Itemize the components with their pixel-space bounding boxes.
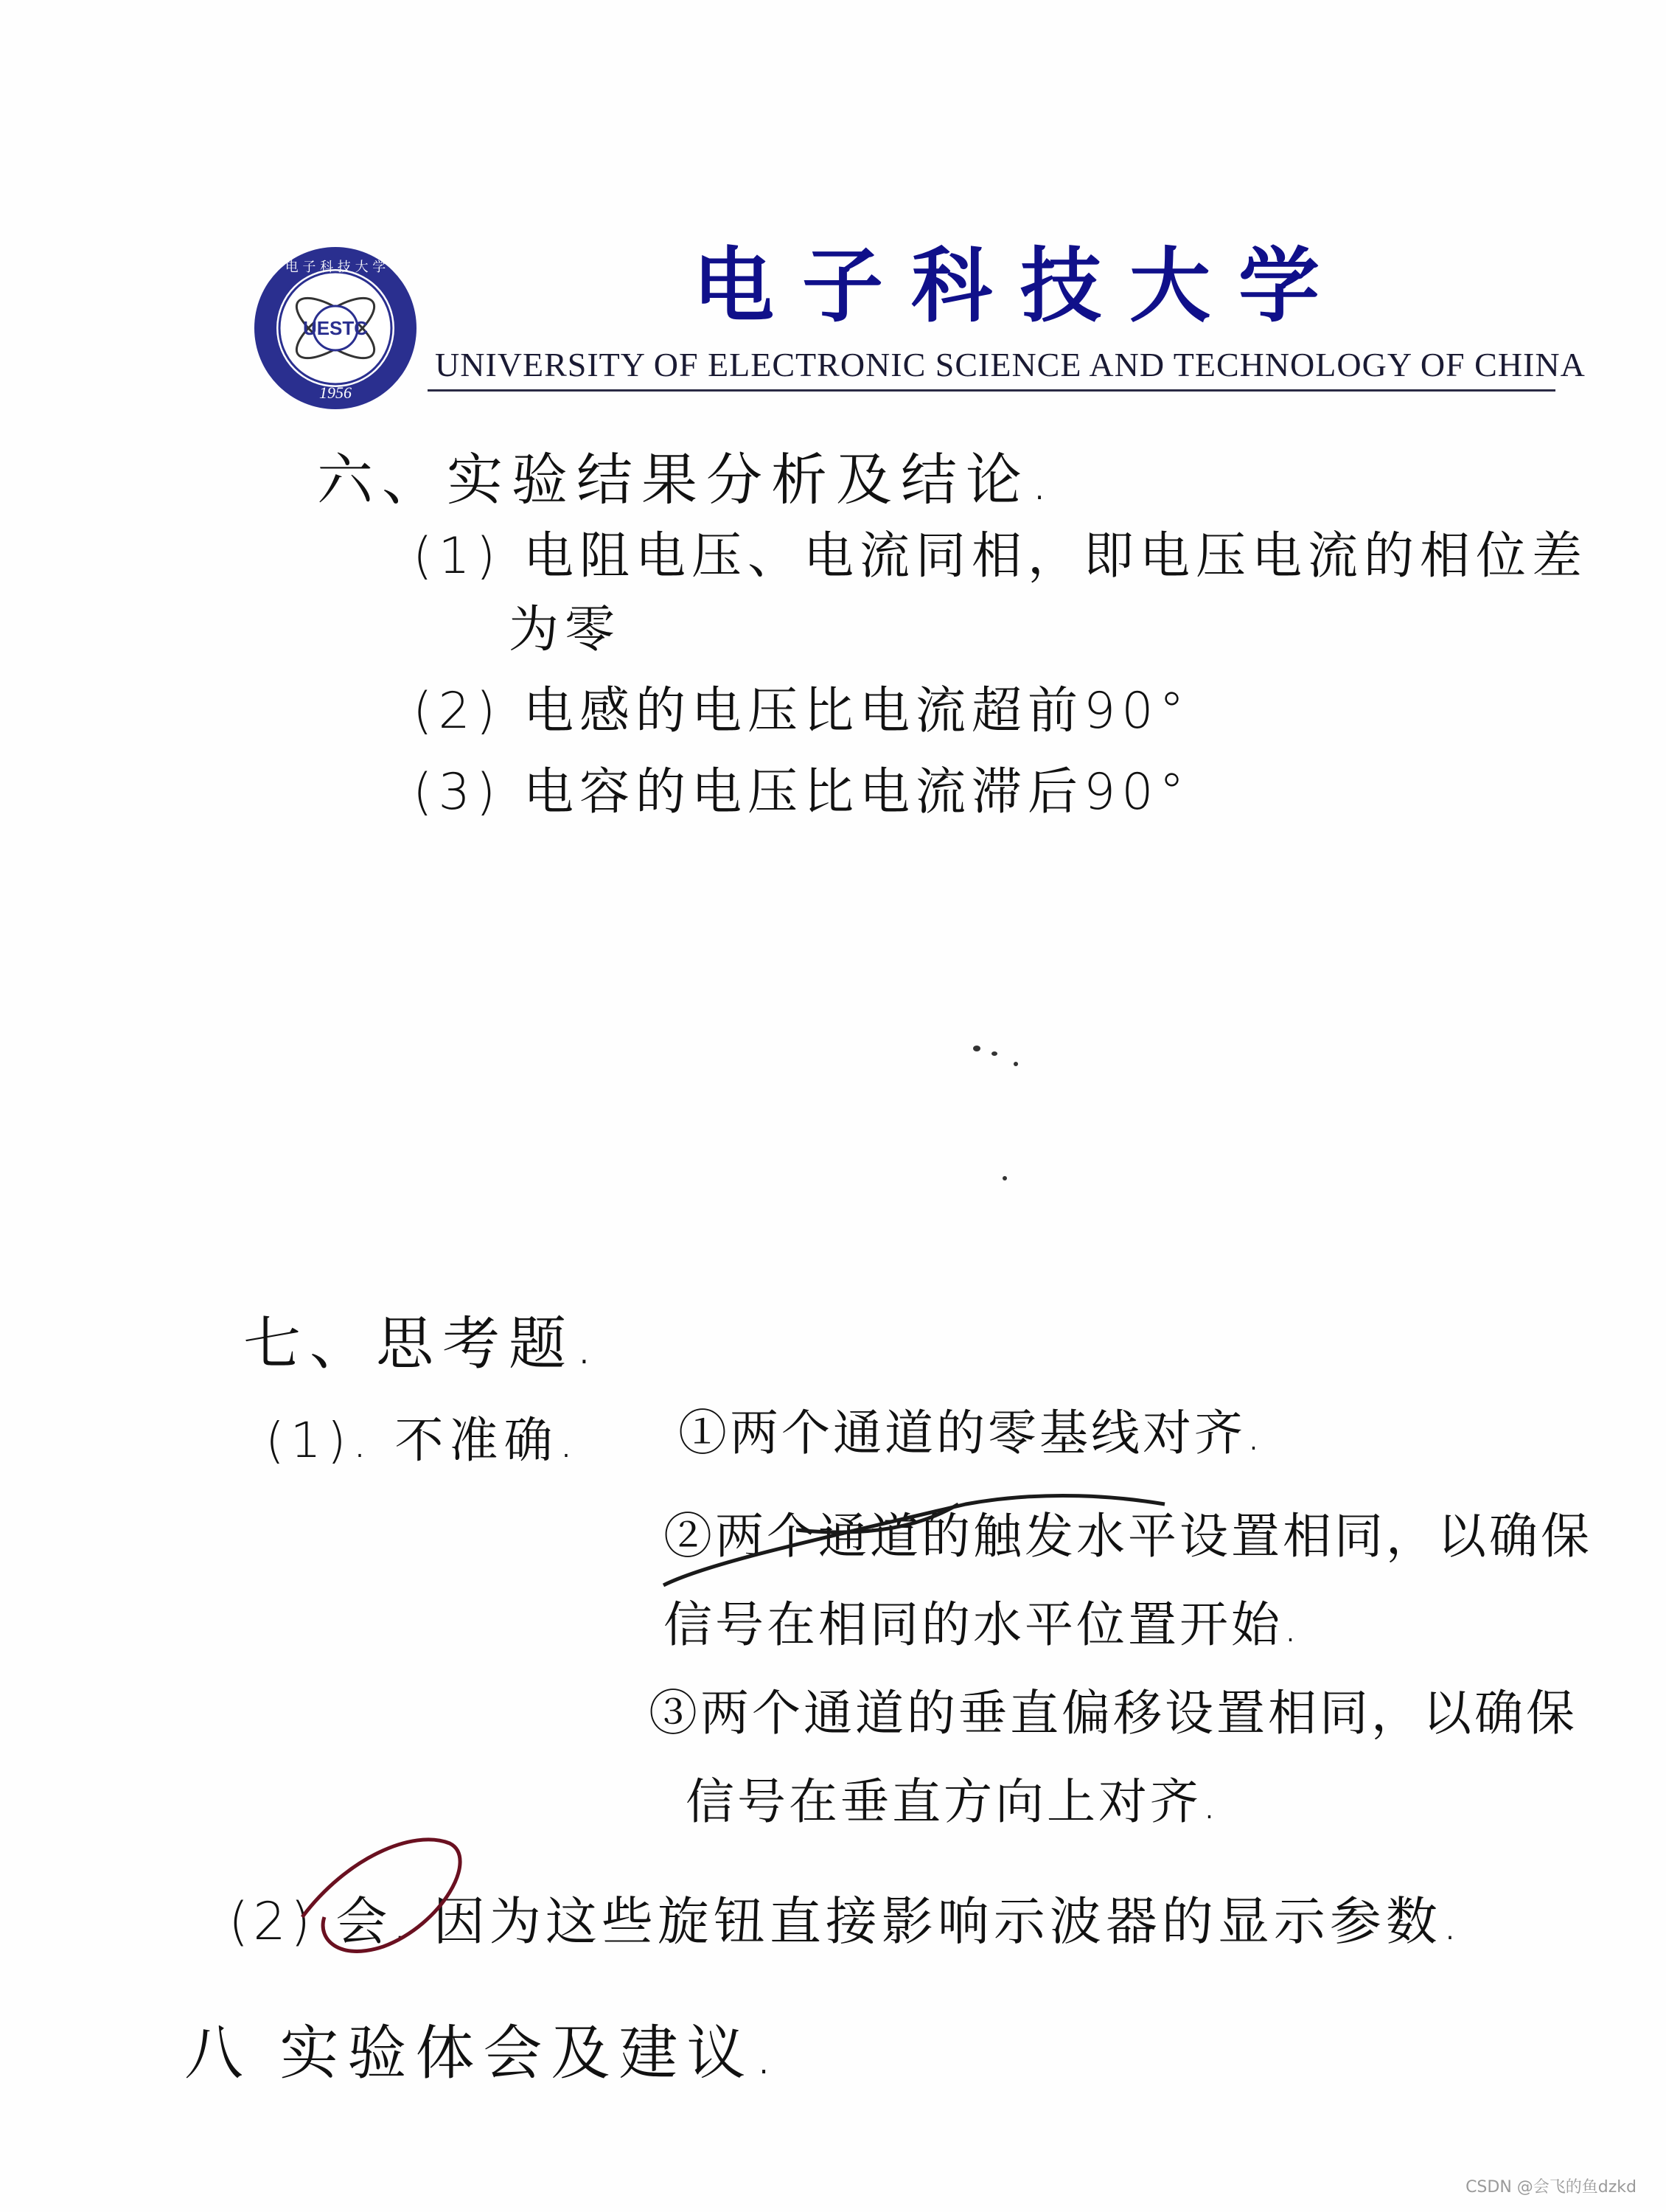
section7-q1-label: (1). 不准确. [265,1412,580,1469]
section8-heading: 八 实验体会及建议. [184,2019,782,2087]
university-name-en: UNIVERSITY OF ELECTRONIC SCIENCE AND TECHNOLOGY OF CHINA [435,346,1586,383]
section7-q1-point-3-cont: 信号在垂直方向上对齐. [686,1773,1220,1830]
university-name-cn: 电子科技大学 [693,238,1348,333]
section6-heading: 六、实验结果分析及结论. [317,447,1058,512]
svg-text:1956: 1956 [319,383,352,402]
section6-item-1: (1) 电阻电压、电流同相，即电压电流的相位差 [413,527,1588,585]
section7-q1-point-3: ③两个通道的垂直偏移设置相同，以确保 [649,1685,1578,1742]
ink-speck [973,1046,980,1051]
watermark: CSDN @会飞的鱼dzkd [1465,2178,1637,2197]
university-seal-logo [251,243,420,413]
ink-speck [1003,1176,1007,1180]
ink-speck [1014,1062,1018,1066]
section7-q1-point-1: ①两个通道的零基线对齐. [678,1405,1264,1461]
section7-q1-point-2: ②两个通道的触发水平设置相同，以确保 [663,1508,1592,1565]
svg-text:电 子 科 技 大 学: 电 子 科 技 大 学 [285,260,386,275]
section6-item-3: (3) 电容的电压比电流滞后90° [413,763,1191,821]
section7-heading: 七、思考题. [243,1311,602,1377]
letterhead-divider [428,389,1555,392]
ink-speck [991,1051,997,1056]
section6-item-1-cont: 为零 [509,601,621,659]
section7-q1-point-2-cont: 信号在相同的水平位置开始. [663,1596,1301,1653]
svg-text:UESTC: UESTC [302,317,369,339]
section6-item-2: (2) 电感的电压比电流超前90° [413,682,1191,740]
section7-q2-answer: (2) 会. 因为这些旋钮直接影响示波器的显示参数. [229,1891,1463,1952]
